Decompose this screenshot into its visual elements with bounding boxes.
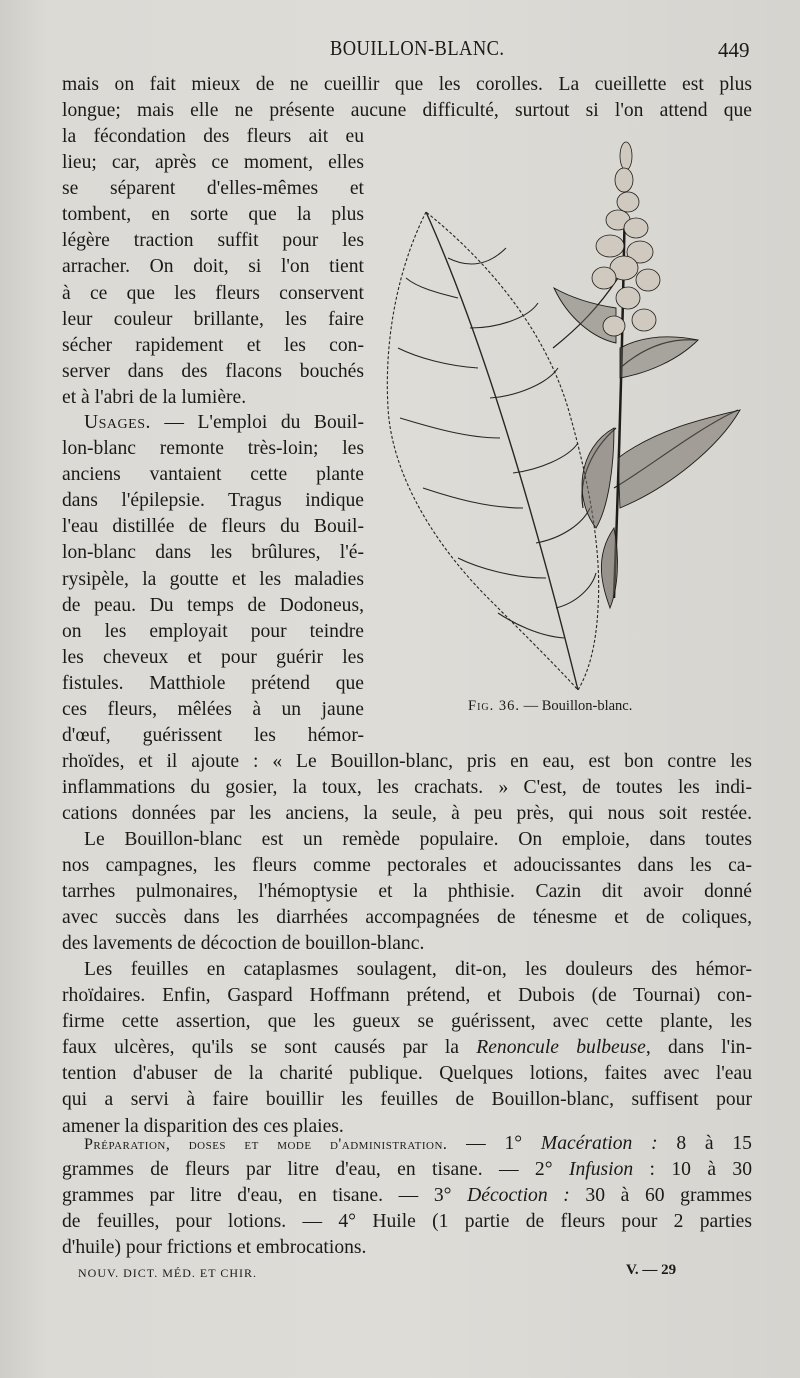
paragraph-collection	[62, 72, 752, 124]
text-line: fistules. Matthiole prétend que	[62, 672, 364, 694]
figure-caption-text: — Bouillon-blanc.	[520, 698, 633, 714]
text-line: l'eau distillée de fleurs du Bouil-	[62, 516, 364, 538]
paragraph-remede	[62, 827, 752, 957]
paragraph-usages-continued	[62, 749, 752, 827]
text-line: faux ulcères, qu'ils se sont causés par la Renoncule bulbeuse, dans l'in-	[62, 1037, 752, 1059]
text-line: sécher rapidement et les con-	[62, 334, 364, 356]
section-heading-usages: Usages.	[84, 412, 151, 433]
text-line: se séparent d'elles-mêmes et	[62, 178, 364, 200]
text-line: amener la disparition des ces plaies.	[62, 1115, 344, 1137]
text-line: avec succès dans les diarrhées accompagnées de ténesme et de coliques,	[62, 907, 752, 929]
text-line: Usages. — L'emploi du Bouil-	[84, 412, 364, 433]
text-line: lieu; car, après ce moment, elles	[62, 152, 364, 174]
footer-signature: NOUV. DICT. MÉD. ET CHIR.	[78, 1266, 258, 1280]
text-line: lon-blanc remonte très-loin; les	[62, 438, 364, 460]
text-line: de peau. Du temps de Dodoneus,	[62, 594, 364, 616]
text-line: leur couleur brillante, les faire	[62, 308, 364, 330]
figure-caption	[468, 698, 632, 715]
text-line: tention d'abuser de la charité publique. Quelques lotions, faites avec l'eau	[62, 1063, 752, 1085]
text-line: grammes par litre d'eau, en tisane. — 3° Décoction : 30 à 60 grammes	[62, 1185, 752, 1207]
text-line: à ce que les fleurs conservent	[62, 282, 364, 304]
page-title: BOUILLON-BLANC.	[330, 36, 505, 60]
text-line: rhoïdaires. Enfin, Gaspard Hoffmann prétend, et Dubois (de Tournai) con-	[62, 985, 752, 1007]
text-line: arracher. On doit, si l'on tient	[62, 256, 364, 278]
text-line: nos campagnes, les fleurs comme pectorales et adoucissantes dans les ca-	[62, 855, 752, 877]
text-line: les cheveux et pour guérir les	[62, 646, 364, 668]
mullein-plant-illustration	[378, 128, 758, 698]
text-line: grammes de fleurs par litre d'eau, en tisane. — 2° Infusion : 10 à 30	[62, 1159, 752, 1181]
text-line: Préparation, doses et mode d'administration. — 1° Macération : 8 à 15	[84, 1133, 752, 1154]
page-number: 449	[718, 38, 750, 62]
text-line: longue; mais elle ne présente aucune difficulté, surtout si l'on attend que	[62, 100, 752, 122]
text-line: cations données par les anciens, la seule, à peu près, qui nous soit restée.	[62, 803, 752, 825]
text-line: des lavements de décoction de bouillon-blanc.	[62, 933, 425, 955]
text-line: Le Bouillon-blanc est un remède populaire. On emploie, dans toutes	[84, 829, 752, 850]
text-line: firme cette assertion, que les gueux se guérissent, avec cette plante, les	[62, 1011, 752, 1033]
running-head	[0, 36, 800, 66]
text-line: inflammations du gosier, la toux, les crachats. » C'est, de toutes les indi-	[62, 777, 752, 799]
text-line: la fécondation des fleurs ait eu	[62, 126, 364, 147]
page-footer	[0, 1262, 800, 1286]
text-line: lon-blanc dans les brûlures, l'é-	[62, 542, 364, 564]
text-line: tarrhes pulmonaires, l'hémoptysie et la phthisie. Cazin dit avoir donné	[62, 881, 752, 903]
text-line: anciens vantaient cette plante	[62, 464, 364, 486]
text-line: d'œuf, guérissent les hémor-	[62, 725, 364, 747]
text-line: et à l'abri de la lumière.	[62, 386, 247, 408]
section-heading-preparation: Préparation, doses et mode d'administration.	[84, 1136, 448, 1153]
text-line: tombent, en sorte que la plus	[62, 204, 364, 226]
text-line: dans l'épilepsie. Tragus indique	[62, 490, 364, 512]
text-line: qui a servi à faire bouillir les feuilles de Bouillon-blanc, suffisent pour	[62, 1089, 752, 1111]
text-line: Les feuilles en cataplasmes soulagent, dit-on, les douleurs des hémor-	[84, 959, 752, 980]
text-line: d'huile) pour frictions et embrocations.	[62, 1237, 367, 1259]
footer-volume: V. — 29	[626, 1262, 677, 1278]
paragraph-feuilles	[62, 957, 752, 1140]
text-line: server dans des flacons bouchés	[62, 360, 364, 382]
paragraph-preparation	[62, 1131, 752, 1261]
text-line: rysipèle, la goutte et les maladies	[62, 568, 364, 590]
figure-label: Fig. 36.	[468, 698, 520, 714]
text-line: ces fleurs, mêlées à un jaune	[62, 699, 364, 721]
text-line: on les employait pour teindre	[62, 620, 364, 642]
text-line: légère traction suffit pour les	[62, 230, 364, 252]
italic-term: Renoncule bulbeuse	[476, 1037, 646, 1059]
text-line: rhoïdes, et il ajoute : « Le Bouillon-blanc, pris en eau, est bon contre les	[62, 751, 752, 772]
text-line: de feuilles, pour lotions. — 4° Huile (1 partie de fleurs pour 2 parties	[62, 1211, 752, 1233]
text-line: mais on fait mieux de ne cueillir que les corolles. La cueillette est plus	[62, 74, 752, 95]
